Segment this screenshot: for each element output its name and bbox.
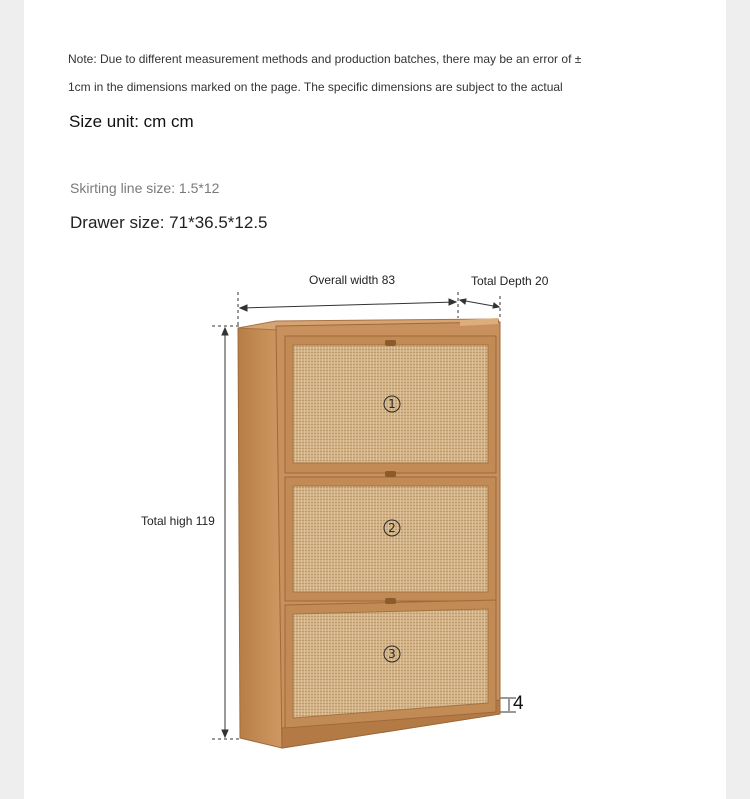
drawer-3 <box>285 598 496 728</box>
depth-dimension-line <box>460 296 500 320</box>
total-height-label: Total high 119 <box>141 514 215 528</box>
drawer-number-3-text: 3 <box>388 647 396 661</box>
measurement-note-line-2: 1cm in the dimensions marked on the page. The specific dimensions are subject to the actual <box>68 80 563 94</box>
drawer-size-text: Drawer size: 71*36.5*12.5 <box>70 213 268 232</box>
drawer-number-1-text: 1 <box>388 397 396 411</box>
height-dimension-line <box>212 326 242 739</box>
drawer-number-2-text: 2 <box>388 521 396 535</box>
skirting-line-size-text: Skirting line size: 1.5*12 <box>70 180 220 196</box>
overall-width-label: Overall width 83 <box>309 273 396 287</box>
measurement-note-line-1: Note: Due to different measurement methods and production batches, there may be an error of ± <box>68 52 582 66</box>
skirting-height-label: 4 <box>513 693 524 714</box>
size-unit-text: Size unit: cm cm <box>69 112 194 131</box>
total-depth-label: Total Depth 20 <box>471 274 549 288</box>
